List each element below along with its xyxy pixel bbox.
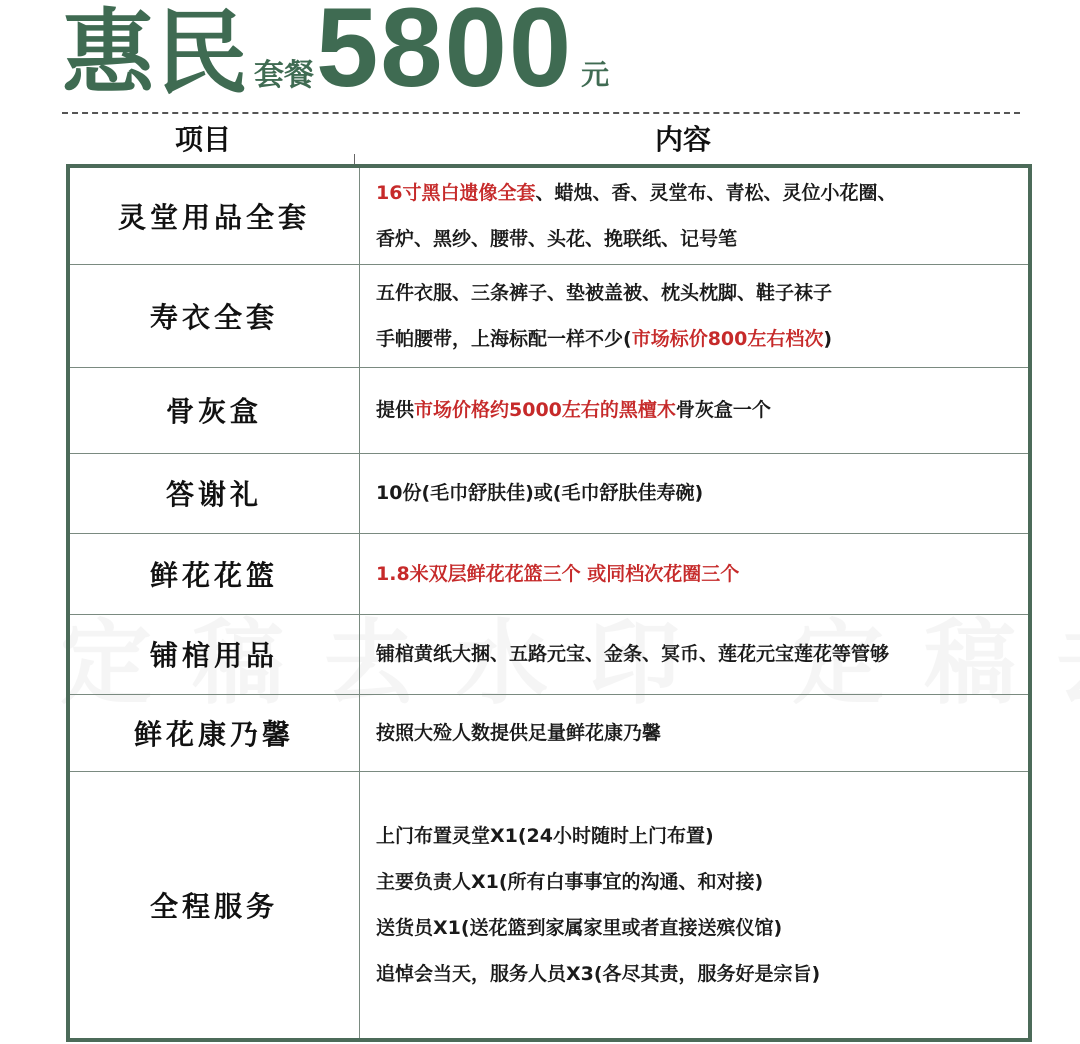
content-line xyxy=(376,710,1028,756)
content-line xyxy=(376,387,1028,433)
price: 5800 xyxy=(316,0,574,110)
table-row xyxy=(70,453,1028,534)
content-line xyxy=(376,551,1028,597)
package-table xyxy=(66,164,1032,1042)
row-item-label: 铺棺用品 xyxy=(149,639,278,672)
content-line xyxy=(376,470,1028,516)
page-title xyxy=(62,0,610,110)
row-content xyxy=(359,694,1028,771)
content-text: 铺棺黄纸大捆、五路元宝、金条、冥币、莲花元宝莲花等管够 xyxy=(376,643,890,665)
row-item-label: 骨灰盒 xyxy=(165,395,262,428)
row-content xyxy=(359,367,1028,453)
highlight-text: 16寸黑白遗像全套 xyxy=(376,182,536,204)
table-row xyxy=(70,264,1028,368)
table-row xyxy=(70,367,1028,454)
content-text: 骨灰盒一个 xyxy=(675,399,771,421)
content-text: 香炉、黑纱、腰带、头花、挽联纸、记号笔 xyxy=(376,228,738,250)
content-text: 按照大殓人数提供足量鲜花康乃馨 xyxy=(376,721,662,744)
content-text: 主要负责人X1(所有白事事宜的沟通、和对接) xyxy=(376,870,764,893)
content-line xyxy=(376,905,1028,951)
content-line xyxy=(376,270,1028,316)
row-content xyxy=(359,168,1028,264)
row-content xyxy=(359,771,1028,1038)
content-line xyxy=(376,170,1028,216)
title-main: 惠民 xyxy=(62,0,251,107)
price-unit: 元 xyxy=(581,58,610,91)
content-line xyxy=(376,316,1028,362)
content-text: 、蜡烛、香、灵堂布、青松、灵位小花圈、 xyxy=(535,182,897,204)
dashed-divider xyxy=(62,112,1020,114)
highlight-text: 1.8米双层鲜花花篮三个 或同档次花圈三个 xyxy=(376,562,740,585)
content-line xyxy=(376,216,1028,262)
content-line xyxy=(376,951,1028,997)
content-line xyxy=(376,813,1028,859)
row-content xyxy=(359,453,1028,533)
table-row xyxy=(70,533,1028,615)
row-item-label: 答谢礼 xyxy=(165,478,262,511)
content-text: 上门布置灵堂X1(24小时随时上门布置) xyxy=(376,824,714,847)
title-sub: 套餐 xyxy=(254,58,315,93)
column-header-content: 内容 xyxy=(655,123,712,156)
table-row xyxy=(70,168,1028,265)
row-item-label: 鲜花康乃馨 xyxy=(133,717,294,751)
row-item-label: 鲜花花篮 xyxy=(149,558,278,592)
content-text: ) xyxy=(823,327,833,350)
row-content xyxy=(359,614,1028,694)
row-item-label: 灵堂用品全套 xyxy=(117,201,310,234)
row-item-label: 全程服务 xyxy=(149,889,278,923)
highlight-text: 市场价格约5000左右的黑檀木 xyxy=(414,399,676,421)
table-row xyxy=(70,614,1028,695)
content-line xyxy=(376,631,1028,677)
column-header-item: 项目 xyxy=(175,123,232,156)
content-text: 提供 xyxy=(376,399,415,421)
row-item-label: 寿衣全套 xyxy=(149,300,278,334)
content-text: 五件衣服、三条裤子、垫被盖被、枕头枕脚、鞋子袜子 xyxy=(376,281,833,304)
content-line xyxy=(376,859,1028,905)
content-text: 追悼会当天，服务人员X3(各尽其责，服务好是宗旨) xyxy=(376,962,821,985)
highlight-text: 市场标价800左右档次 xyxy=(631,327,824,350)
content-text: 10份(毛巾舒肤佳)或(毛巾舒肤佳寿碗) xyxy=(376,482,704,504)
table-row xyxy=(70,771,1028,1038)
content-text: 送货员X1(送花篮到家属家里或者直接送殡仪馆) xyxy=(376,916,783,939)
row-content xyxy=(359,264,1028,367)
row-content xyxy=(359,533,1028,614)
table-row xyxy=(70,694,1028,772)
content-text: 手帕腰带，上海标配一样不少( xyxy=(376,327,632,350)
